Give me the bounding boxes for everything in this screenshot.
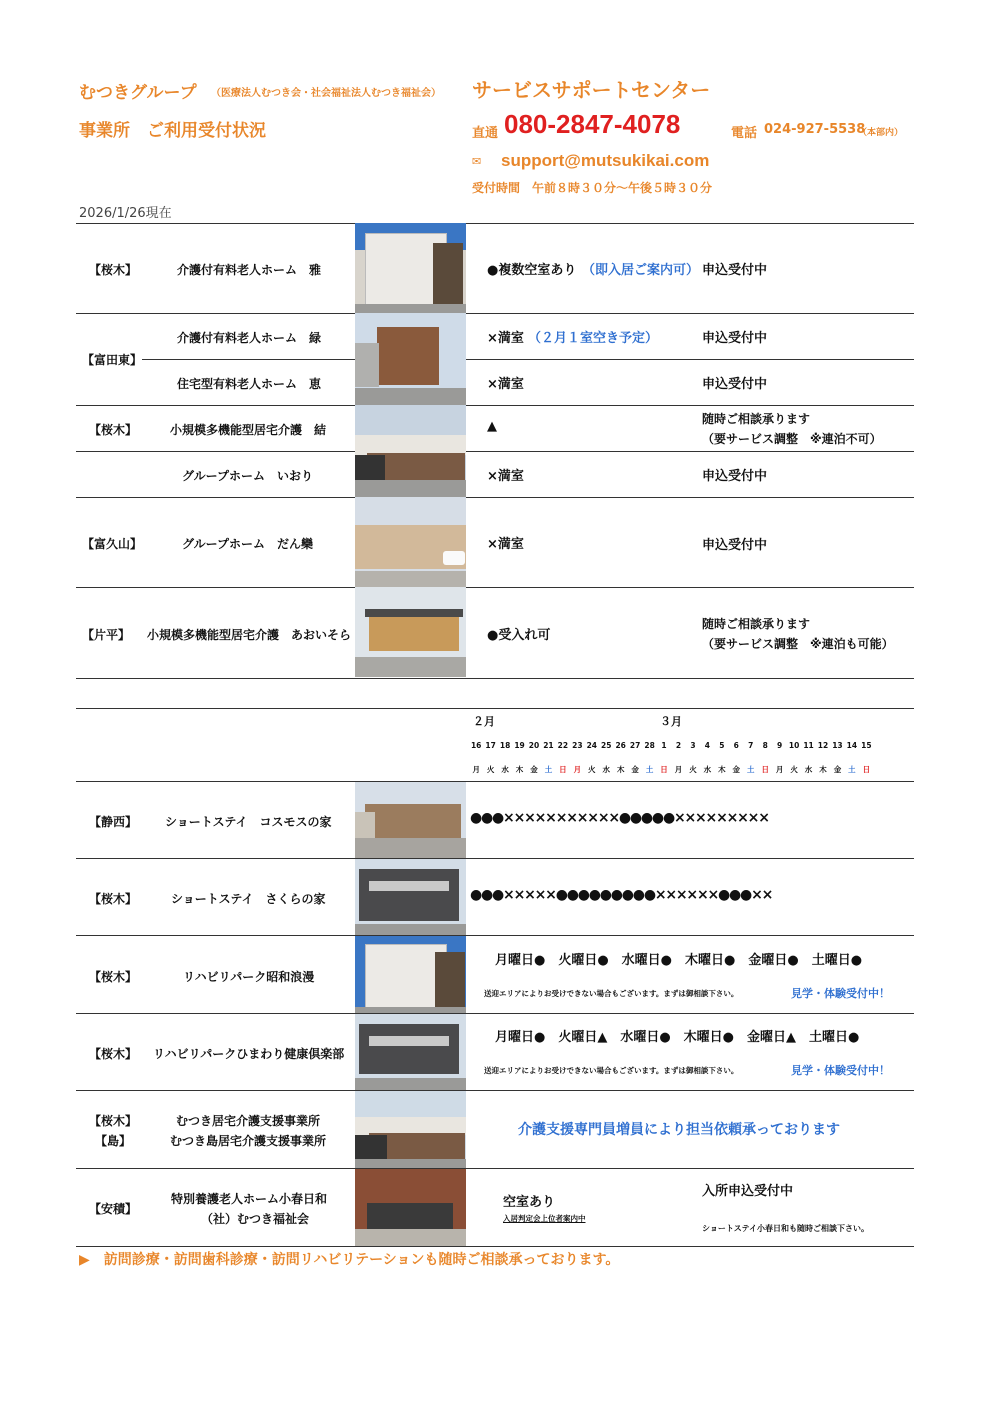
calendar-weekday: 日	[862, 765, 871, 774]
calendar-day: 26	[615, 741, 626, 750]
transport-note: 送迎エリアによりお受けできない場合もございます。まずは御相談下さい。	[484, 1066, 739, 1075]
status-note: 入居判定会上位者案内中	[503, 1214, 586, 1223]
calendar-weekday: 土	[544, 765, 553, 774]
divider	[76, 678, 914, 679]
calendar-weekday: 月	[775, 765, 784, 774]
calendar-day: 21	[543, 741, 554, 750]
status: ×満室	[487, 331, 524, 346]
footer-note: ▶ 訪問診療・訪問歯科診療・訪問リハビリテーションも随時ご相談承っております。	[79, 1252, 620, 1268]
calendar-day: 17	[485, 741, 496, 750]
calendar-weekday: 土	[645, 765, 654, 774]
divider	[76, 1013, 914, 1014]
calendar-weekday: 土	[746, 765, 755, 774]
reception: 申込受付中	[702, 469, 768, 484]
facility-photo	[355, 587, 466, 677]
calendar-weekday: 水	[804, 765, 813, 774]
area-label: 【桜木】	[89, 1114, 138, 1128]
facility-photo	[355, 859, 466, 935]
reception: 申込受付中	[702, 538, 768, 553]
facility-name: 小規模多機能型居宅介護 結	[170, 423, 327, 437]
calendar-day: 9	[777, 741, 783, 750]
calendar-weekday: 金	[732, 765, 741, 774]
divider	[76, 1168, 914, 1169]
calendar-day: 12	[817, 741, 829, 750]
tel-label: 電話	[731, 126, 758, 141]
calendar-weekday: 木	[616, 765, 625, 774]
calendar-weekday: 火	[486, 765, 495, 774]
calendar-weekday: 日	[761, 765, 769, 774]
reception: 申込受付中	[702, 377, 768, 392]
calendar-weekday: 火	[588, 765, 596, 774]
facility-name: 介護付有料老人ホーム 緑	[177, 331, 322, 345]
operator-name: （社）むつき福祉会	[201, 1212, 310, 1226]
facility-name: リハビリパーク昭和浪漫	[183, 970, 315, 984]
calendar-weekday: 日	[559, 765, 567, 774]
doc-title: 事業所 ご利用受付状況	[79, 121, 266, 141]
calendar-day: 25	[601, 741, 612, 750]
calendar-day: 7	[748, 741, 754, 750]
divider	[76, 1246, 914, 1247]
reception-note: ショートステイ小春日和も随時ご相談下さい。	[702, 1224, 870, 1233]
direct-label: 直通	[472, 126, 499, 141]
facility-name: ショートステイ さくらの家	[171, 892, 326, 906]
facility-photo	[355, 497, 466, 587]
calendar-weekday: 水	[602, 765, 610, 774]
calendar-day: 11	[803, 741, 814, 750]
area-label: 【桜木】	[89, 892, 138, 906]
facility-name: 介護付有料老人ホーム 雅	[177, 263, 322, 277]
calendar-weekday: 月	[573, 765, 582, 774]
area-label: 【安積】	[89, 1202, 138, 1216]
status-note: （即入居ご案内可）	[582, 263, 700, 278]
area-label: 【桜木】	[89, 263, 138, 277]
calendar-weekday: 日	[660, 765, 668, 774]
area-label: 【桜木】	[89, 970, 138, 984]
facility-photo	[355, 313, 466, 405]
email-link[interactable]: support@mutsukikai.com	[501, 151, 710, 170]
calendar-day: 13	[832, 741, 843, 750]
facility-name: 住宅型有料老人ホーム 恵	[177, 377, 322, 391]
area-label: 【片平】	[82, 628, 131, 642]
group-subtitle: （医療法人むつき会・社会福祉法人むつき福祉会）	[211, 88, 441, 99]
status: ×満室	[487, 377, 524, 392]
calendar-weekday: 木	[515, 765, 524, 774]
status: ●複数空室あり	[487, 263, 577, 278]
reception: 申込受付中	[702, 331, 768, 346]
divider	[76, 587, 914, 588]
calendar-day: 27	[629, 741, 641, 750]
divider	[76, 708, 914, 709]
reception-note: （要サービス調整 ※連泊不可）	[702, 432, 882, 446]
as-of-date: 2026/1/26現在	[79, 206, 172, 221]
facility-name: リハビリパークひまわり健康倶楽部	[153, 1047, 345, 1061]
facility-name: 特別養護老人ホーム小春日和	[171, 1192, 328, 1206]
availability-marks: ●●●×××××●●●●●●●●●××××××●●●××	[470, 887, 773, 903]
mail-icon: ✉	[472, 155, 482, 168]
calendar-weekday: 木	[718, 765, 726, 774]
status: 空室あり	[503, 1195, 556, 1210]
calendar-day: 22	[557, 741, 569, 750]
area-label: 【富久山】	[82, 537, 143, 551]
reception-note: （要サービス調整 ※連泊も可能）	[702, 637, 894, 651]
calendar-day: 5	[719, 741, 725, 750]
calendar-weekday: 水	[703, 765, 712, 774]
area-label: 【島】	[95, 1134, 132, 1148]
availability-marks: ●●●×××××××××××●●●●●×××××××××	[470, 810, 769, 826]
facility-photo	[355, 1169, 466, 1246]
divider	[76, 1090, 914, 1091]
facility-name: グループホーム いおり	[182, 469, 314, 483]
status: ▲	[487, 419, 497, 434]
divider	[76, 497, 914, 498]
divider	[76, 405, 914, 406]
tel-note: （本部内）	[858, 128, 904, 138]
facility-photo	[355, 1014, 466, 1090]
calendar-month: ２月	[473, 715, 495, 728]
area-label: 【桜木】	[89, 1047, 138, 1061]
calendar-day: 10	[788, 741, 800, 750]
tel-number[interactable]: 024-927-5538	[764, 122, 866, 137]
status: ×満室	[487, 537, 524, 552]
facility-photo	[355, 223, 466, 313]
calendar-weekday: 金	[833, 765, 842, 774]
calendar-day: 28	[644, 741, 655, 750]
direct-phone[interactable]: 080-2847-4078	[504, 109, 681, 139]
center-name: サービスサポートセンター	[472, 78, 711, 102]
calendar-day: 14	[846, 741, 858, 750]
calendar-day: 18	[499, 741, 511, 750]
divider	[142, 359, 914, 360]
calendar-day: 16	[470, 741, 482, 750]
reception-hours: 受付時間 午前８時３０分～午後５時３０分	[472, 181, 713, 195]
calendar-day: 4	[704, 741, 710, 750]
area-label: 【富田東】	[82, 353, 143, 367]
divider	[76, 451, 914, 452]
area-label: 【桜木】	[89, 423, 138, 437]
area-label: 【静西】	[89, 815, 138, 829]
calendar-weekday: 月	[674, 765, 683, 774]
reception: 申込受付中	[702, 263, 768, 278]
facility-name: 小規模多機能型居宅介護 あおいそら	[147, 628, 352, 642]
calendar-weekday: 火	[790, 765, 798, 774]
calendar-weekday: 火	[689, 765, 697, 774]
facility-photo	[355, 1091, 466, 1168]
tour-note: 見学・体験受付中！	[791, 1064, 890, 1077]
status-note: （２月１室空き予定）	[528, 331, 659, 346]
reception: 随時ご相談承ります	[702, 412, 811, 426]
calendar-day: 23	[572, 741, 583, 750]
calendar-weekday: 金	[631, 765, 639, 774]
divider	[76, 313, 914, 314]
calendar-weekday: 月	[472, 765, 480, 774]
facility-photo	[355, 405, 466, 497]
calendar-day: 2	[675, 741, 682, 750]
facility-name: むつき居宅介護支援事業所	[176, 1114, 321, 1128]
facility-name: むつき島居宅介護支援事業所	[170, 1134, 327, 1148]
calendar-day: 19	[514, 741, 525, 750]
calendar-weekday: 金	[530, 765, 538, 774]
facility-photo	[355, 936, 466, 1013]
facility-photo	[355, 782, 466, 858]
calendar-month: ３月	[660, 715, 682, 728]
calendar-day: 1	[661, 741, 667, 750]
divider	[76, 781, 914, 782]
calendar-weekday: 土	[848, 765, 856, 774]
calendar-day: 24	[586, 741, 597, 750]
divider	[76, 858, 914, 859]
calendar-day: 15	[861, 741, 872, 750]
calendar-day: 6	[733, 741, 739, 750]
reception: 随時ご相談承ります	[702, 617, 811, 631]
reception: 入所申込受付中	[702, 1184, 794, 1199]
weekday-availability: 月曜日● 火曜日● 水曜日● 木曜日● 金曜日● 土曜日●	[495, 953, 863, 968]
divider	[76, 935, 914, 936]
tour-note: 見学・体験受付中！	[791, 987, 890, 1000]
calendar-day: 3	[690, 741, 696, 750]
status: ×満室	[487, 469, 524, 484]
calendar-weekday: 水	[501, 765, 509, 774]
calendar-day: 20	[528, 741, 540, 750]
transport-note: 送迎エリアによりお受けできない場合もございます。まずは御相談下さい。	[484, 989, 739, 998]
weekday-availability: 月曜日● 火曜日▲ 水曜日● 木曜日● 金曜日▲ 土曜日●	[495, 1030, 860, 1045]
calendar-weekday: 木	[819, 765, 827, 774]
facility-name: ショートステイ コスモスの家	[165, 815, 332, 829]
calendar-day: 8	[762, 741, 768, 750]
divider	[76, 223, 914, 224]
group-name: むつきグループ	[79, 83, 197, 103]
care-support-message: 介護支援専門員増員により担当依頼承っております	[518, 1122, 840, 1138]
facility-name: グループホーム だん欒	[182, 537, 314, 551]
status: ●受入れ可	[487, 628, 551, 643]
